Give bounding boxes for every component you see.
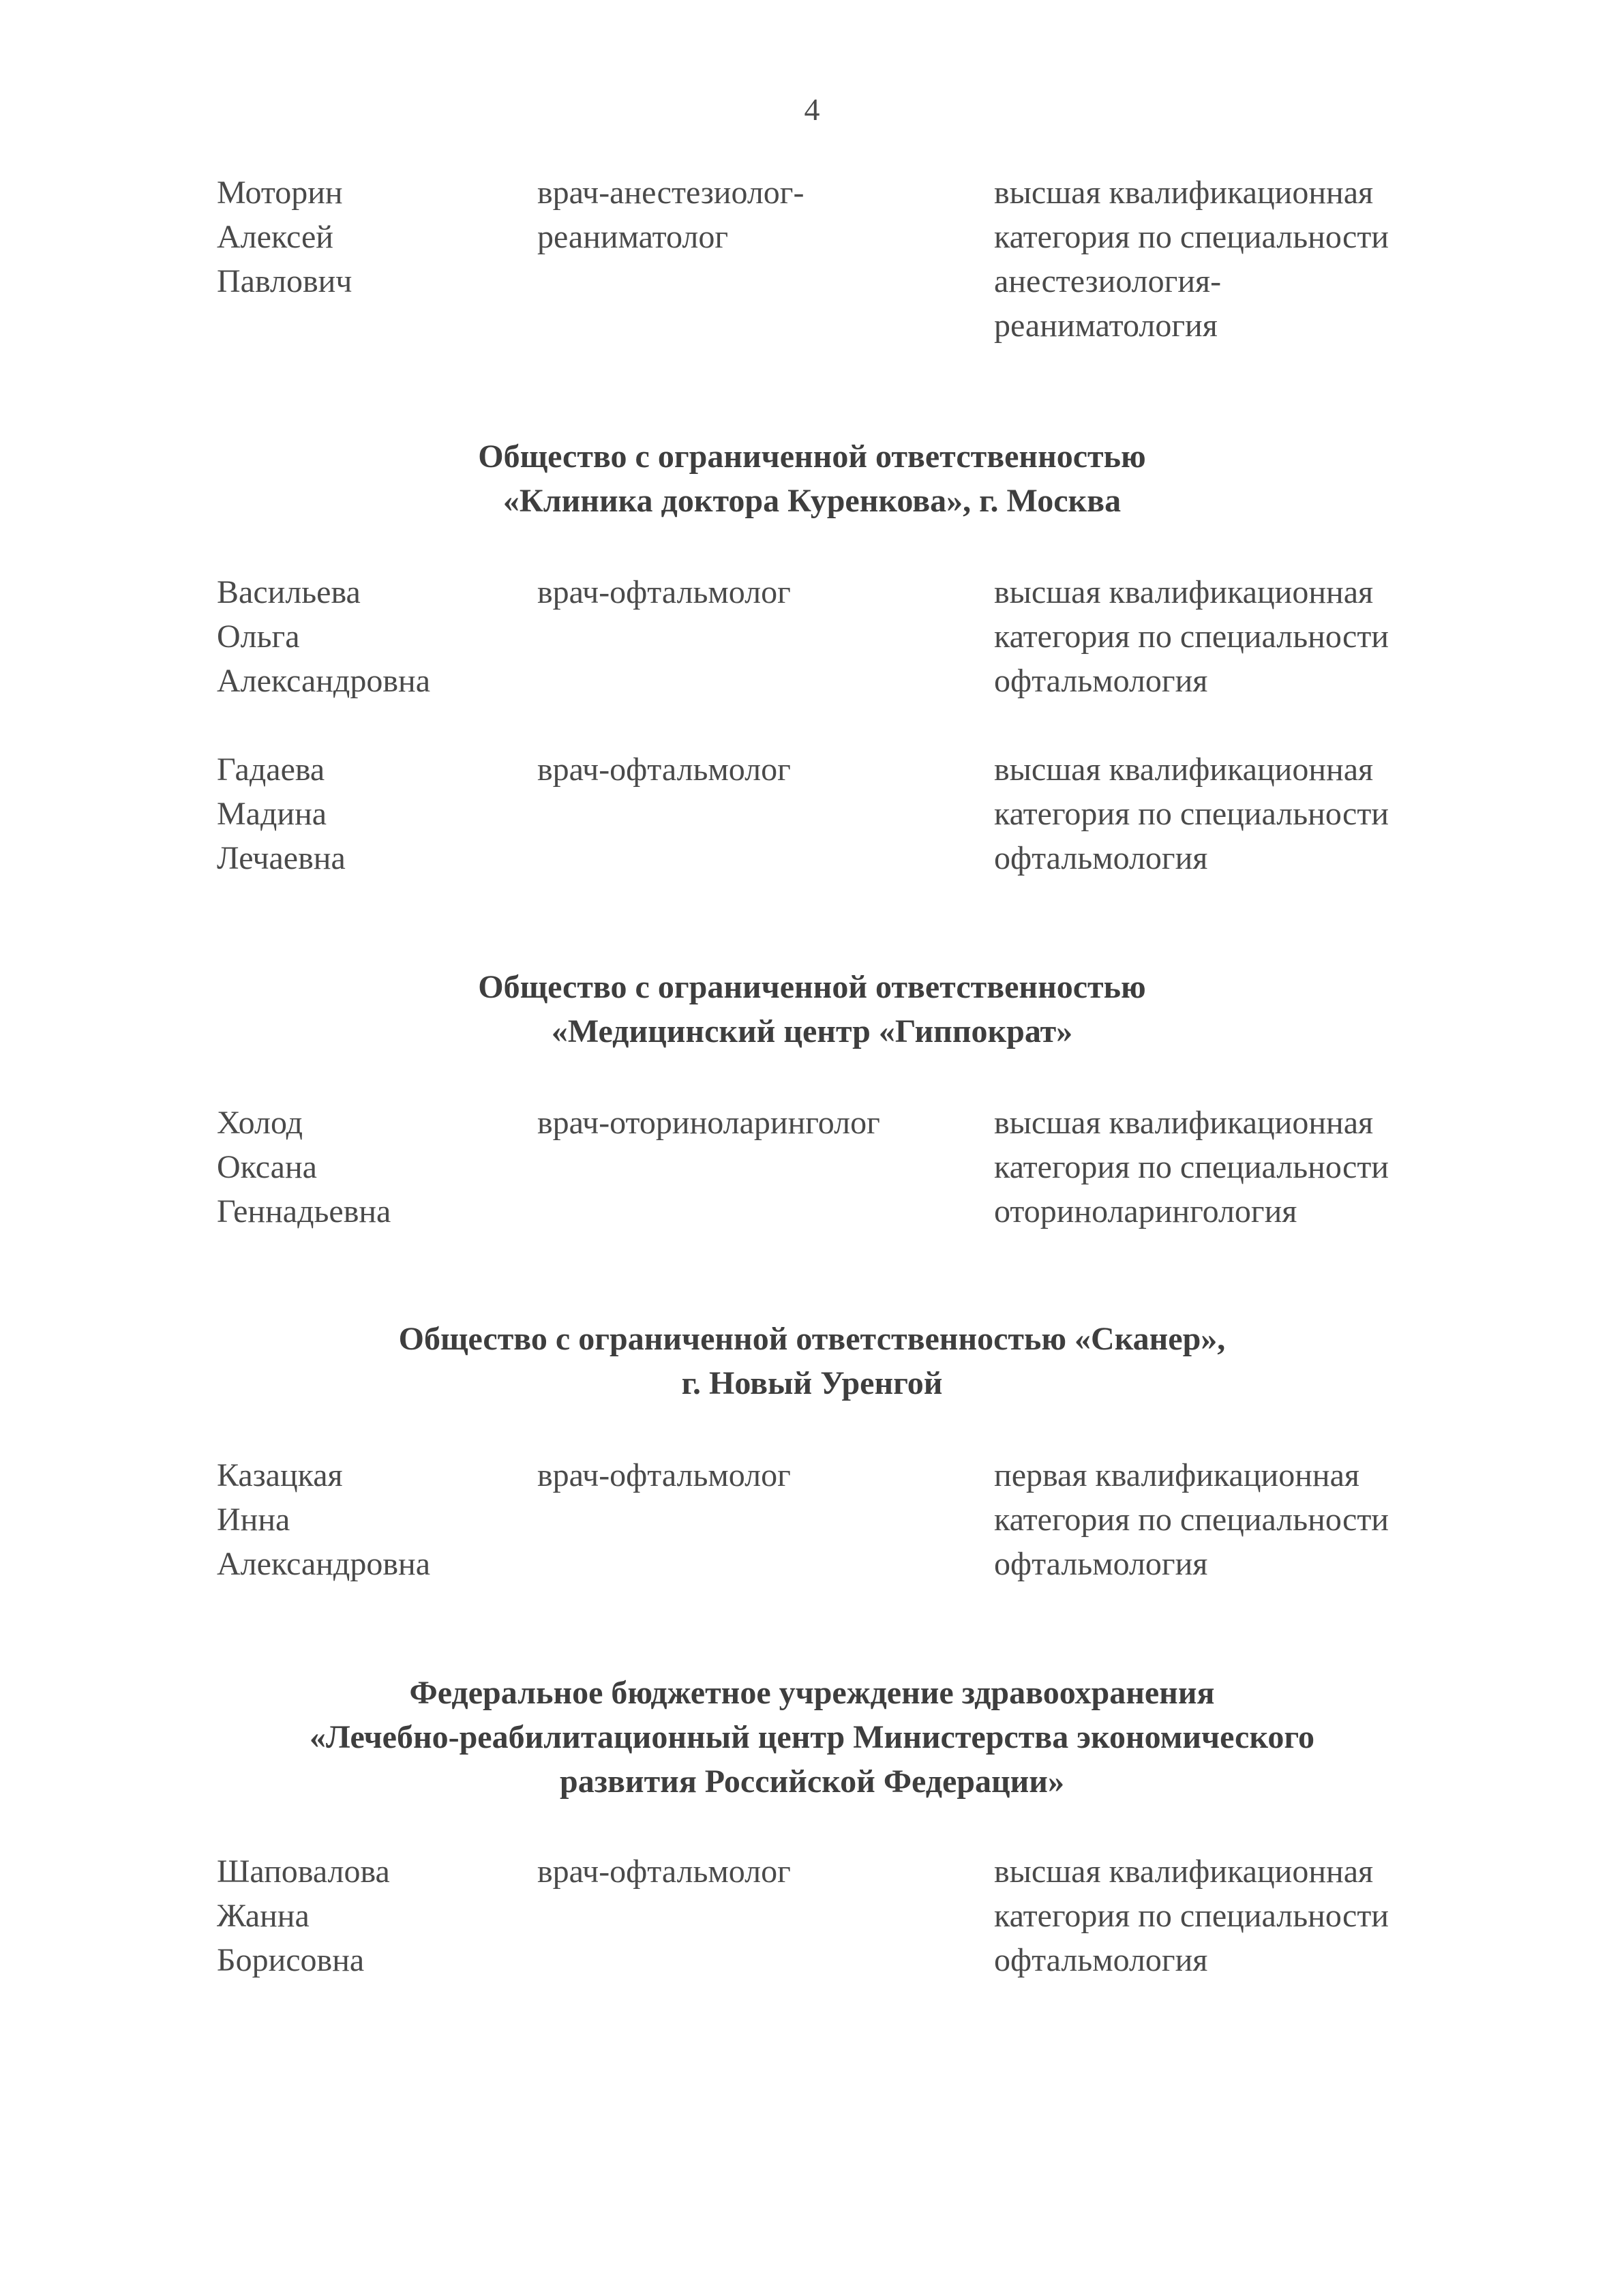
name-line: Алексей (217, 219, 333, 255)
specialist-position (537, 170, 960, 259)
specialist-name (217, 747, 524, 880)
specialist-qualification (994, 1453, 1539, 1586)
qualification-line: высшая квалификационная (994, 574, 1374, 610)
qualification-line: категория по специальности (994, 1502, 1389, 1538)
organization-line: Общество с ограниченной ответственностью (478, 438, 1146, 475)
position-line: врач-анестезиолог- (537, 175, 805, 211)
organization-heading (0, 1317, 1624, 1405)
page-number: 4 (804, 92, 820, 127)
position-line: врач-оториноларинголог (537, 1105, 880, 1141)
name-line: Александровна (217, 663, 431, 699)
name-line: Казацкая (217, 1457, 343, 1493)
name-line: Геннадьевна (217, 1193, 391, 1229)
name-line: Холод (217, 1105, 303, 1141)
qualification-line: высшая квалификационная (994, 175, 1374, 211)
specialist-position (537, 747, 960, 792)
specialist-position (537, 1453, 960, 1497)
organization-heading (0, 965, 1624, 1054)
qualification-line: категория по специальности (994, 796, 1389, 832)
organization-line: Федеральное бюджетное учреждение здравоохранения (409, 1675, 1215, 1711)
specialist-qualification (994, 570, 1539, 703)
name-line: Павлович (217, 263, 352, 299)
qualification-line: анестезиология- (994, 263, 1222, 299)
position-line: реаниматолог (537, 219, 729, 255)
name-line: Лечаевна (217, 840, 346, 876)
qualification-line: высшая квалификационная (994, 751, 1374, 788)
qualification-line: категория по специальности (994, 219, 1389, 255)
organization-heading (0, 434, 1624, 523)
specialist-name (217, 1453, 524, 1586)
qualification-line: высшая квалификационная (994, 1853, 1374, 1890)
specialist-name (217, 170, 524, 303)
qualification-line: категория по специальности (994, 1149, 1389, 1185)
name-line: Александровна (217, 1546, 431, 1582)
position-line: врач-офтальмолог (537, 751, 791, 788)
specialist-name (217, 1849, 524, 1982)
organization-line: «Лечебно-реабилитационный центр Министерства экономического (310, 1719, 1314, 1755)
name-line: Мадина (217, 796, 327, 832)
specialist-position (537, 1101, 960, 1145)
position-line: врач-офтальмолог (537, 1457, 791, 1493)
organization-heading (0, 1671, 1624, 1804)
qualification-line: офтальмология (994, 840, 1208, 876)
name-line: Гадаева (217, 751, 325, 788)
position-line: врач-офтальмолог (537, 574, 791, 610)
name-line: Ольга (217, 618, 300, 655)
name-line: Инна (217, 1502, 290, 1538)
qualification-line: реаниматология (994, 308, 1218, 344)
organization-line: «Клиника доктора Куренкова», г. Москва (502, 483, 1122, 519)
specialist-position (537, 1849, 960, 1894)
specialist-qualification (994, 170, 1539, 348)
qualification-line: офтальмология (994, 663, 1208, 699)
name-line: Борисовна (217, 1942, 365, 1978)
qualification-line: офтальмология (994, 1942, 1208, 1978)
specialist-name (217, 570, 524, 703)
qualification-line: категория по специальности (994, 618, 1389, 655)
organization-line: Общество с ограниченной ответственностью (478, 969, 1146, 1005)
qualification-line: высшая квалификационная (994, 1105, 1374, 1141)
specialist-name (217, 1101, 524, 1234)
specialist-qualification (994, 1849, 1539, 1982)
organization-line: Общество с ограниченной ответственностью «Сканер», (398, 1321, 1226, 1357)
name-line: Шаповалова (217, 1853, 390, 1890)
qualification-line: категория по специальности (994, 1898, 1389, 1934)
name-line: Васильева (217, 574, 361, 610)
name-line: Оксана (217, 1149, 317, 1185)
qualification-line: офтальмология (994, 1546, 1208, 1582)
qualification-line: первая квалификационная (994, 1457, 1359, 1493)
organization-line: развития Российской Федерации» (560, 1763, 1064, 1800)
name-line: Жанна (217, 1898, 310, 1934)
qualification-line: оториноларингология (994, 1193, 1297, 1229)
specialist-qualification (994, 747, 1539, 880)
name-line: Моторин (217, 175, 343, 211)
position-line: врач-офтальмолог (537, 1853, 791, 1890)
organization-line: «Медицинский центр «Гиппократ» (551, 1013, 1073, 1049)
specialist-qualification (994, 1101, 1539, 1234)
organization-line: г. Новый Уренгой (681, 1365, 943, 1401)
specialist-position (537, 570, 960, 614)
